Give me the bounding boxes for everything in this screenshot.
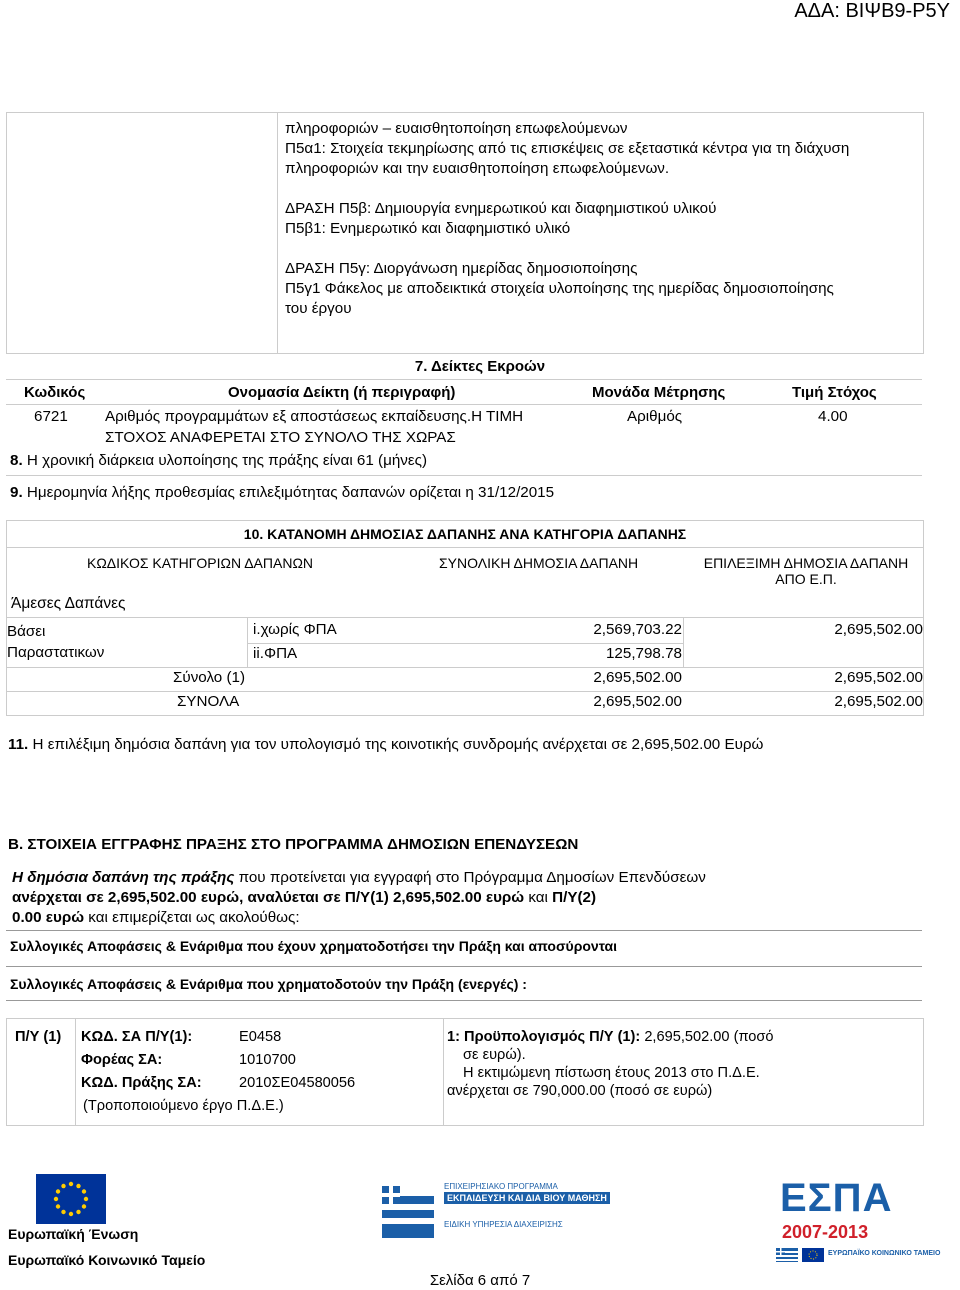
indicator-header-unit: Μονάδα Μέτρησης xyxy=(592,384,726,401)
eu-flag-logo xyxy=(36,1174,106,1224)
eu-star-icon xyxy=(82,1204,86,1208)
greek-flag-icon xyxy=(776,1248,798,1262)
programme-name-line1: ΕΠΙΧΕΙΡΗΣΙΑΚΟ ΠΡΟΓΡΑΜΜΑ xyxy=(444,1182,558,1191)
direct-costs-label: Άμεσες Δαπάνες xyxy=(11,595,126,612)
duration-statement: 8. Η χρονική διάρκεια υλοποίησης της πράξης είναι 61 (μήνες) xyxy=(10,452,428,469)
programme-name-line3: ΕΙΔΙΚΗ ΥΠΗΡΕΣΙΑ ΔΙΑΧΕΙΡΙΣΗΣ xyxy=(444,1220,563,1229)
row-vat-total: 125,798.78 xyxy=(605,645,682,662)
actions-line: πληροφοριών και την ευαισθητοποίηση επωφελούμενων. xyxy=(285,160,670,177)
section-b-heading: Β. ΣΤΟΙΧΕΙΑ ΕΓΓΡΑΦΗΣ ΠΡΑΞΗΣ ΣΤΟ ΠΡΟΓΡΑΜΜΑ ΔΗΜΟΣΙΩΝ ΕΠΕΝΔΥΣΕΩΝ xyxy=(8,836,579,853)
eu-star-icon xyxy=(69,1212,73,1216)
eu-star-icon xyxy=(69,1182,73,1186)
actions-line: του έργου xyxy=(285,300,352,317)
actions-line: Π5γ1 Φάκελος με αποδεικτικά στοιχεία υλοποίησης της ημερίδας δημοσιοποίησης xyxy=(285,280,834,297)
eu-star-icon xyxy=(76,1184,80,1188)
allocation-title: 10. ΚΑΤΑΝΟΜΗ ΔΗΜΟΣΙΑΣ ΔΑΠΑΝΗΣ ΑΝΑ ΚΑΤΗΓΟΡΙΑ ΔΑΠΑΝΗΣ xyxy=(243,526,687,542)
actions-line: πληροφοριών – ευαισθητοποίηση επωφελούμενων xyxy=(285,120,628,137)
eu-star-icon xyxy=(82,1189,86,1193)
actions-box xyxy=(6,112,924,354)
eu-star-icon xyxy=(76,1210,80,1214)
row-vat-label: ii.ΦΠΑ xyxy=(253,645,298,662)
actions-line: ΔΡΑΣΗ Π5β: Δημιουργία ενημερωτικού και διαφημιστικού υλικού xyxy=(285,200,717,217)
eligible-expense-statement: 11. Η επιλέξιμη δημόσια δαπάνη για τον υπολογισμό της κοινοτικής συνδρομής ανέρχεται σε 2,695,502.00 Ευρώ xyxy=(8,736,764,753)
modified-project-note: (Τροποποιούμενο έργο Π.Δ.Ε.) xyxy=(83,1098,284,1114)
row-without-vat-label: i.χωρίς ΦΠΑ xyxy=(253,621,337,638)
col-total: ΣΥΝΟΛΙΚΗ ΔΗΜΟΣΙΑ ΔΑΠΑΝΗ xyxy=(439,555,639,571)
basis-label: Βάσει Παραστατικων xyxy=(7,623,105,661)
programme-emblem-icon xyxy=(378,1182,438,1242)
indicator-code: 6721 xyxy=(34,408,68,425)
actions-line: Π5β1: Ενημερωτικό και διαφημιστικό υλικό xyxy=(285,220,571,237)
sa-code-label: ΚΩΔ. ΣΑ Π/Υ(1): xyxy=(81,1029,193,1045)
budget-line3: Η εκτιμώμενη πίστωση έτους 2013 στο Π.Δ.Ε. xyxy=(463,1065,760,1081)
pde-paragraph-line1: Η δημόσια δαπάνη της πράξης που προτείνεται για εγγραφή στο Πρόγραμμα Δημοσίων Επενδύσεων xyxy=(12,869,706,886)
project-code-label: ΚΩΔ. Πράξης ΣΑ: xyxy=(81,1075,202,1091)
allocation-table xyxy=(6,520,924,716)
eu-star-icon xyxy=(61,1210,65,1214)
programme-name-line2: ΕΚΠΑΙΔΕΥΣΗ ΚΑΙ ΔΙΑ ΒΙΟΥ ΜΑΘΗΣΗ xyxy=(444,1192,610,1204)
espa-logo xyxy=(776,1176,941,1266)
totals-label: ΣΥΝΟΛΑ xyxy=(177,693,240,710)
pde-paragraph-line3: 0.00 ευρώ και επιμερίζεται ως ακολούθως: xyxy=(12,909,300,926)
eu-star-icon xyxy=(84,1197,88,1201)
indicator-header-code: Κωδικός xyxy=(24,384,86,401)
subtotal-label: Σύνολο (1) xyxy=(173,669,246,686)
eu-star-icon xyxy=(61,1184,65,1188)
espa-fund-label: ΕΥΡΩΠΑΪΚΟ ΚΟΙΝΩΝΙΚΟ ΤΑΜΕΙΟ xyxy=(828,1250,941,1257)
indicator-header-name: Ονομασία Δείκτη (ή περιγραφή) xyxy=(228,384,456,401)
page-number: Σελίδα 6 από 7 xyxy=(429,1272,531,1289)
row-without-vat-total: 2,569,703.22 xyxy=(593,621,682,638)
subtotal-total: 2,695,502.00 xyxy=(593,669,682,686)
budget-box xyxy=(6,1018,924,1126)
eu-star-icon xyxy=(56,1204,60,1208)
totals-eligible: 2,695,502.00 xyxy=(834,693,923,710)
budget-line2: σε ευρώ). xyxy=(463,1047,526,1063)
col-category: ΚΩΔΙΚΟΣ ΚΑΤΗΓΟΡΙΩΝ ΔΑΠΑΝΩΝ xyxy=(87,555,314,571)
active-decisions-label: Συλλογικές Αποφάσεις & Ενάριθμα που χρηματοδοτούν την Πράξη (ενεργές) : xyxy=(10,976,527,992)
indicator-header-target: Τιμή Στόχος xyxy=(792,384,877,401)
project-code-value: 2010ΣΕ04580056 xyxy=(239,1075,356,1091)
actions-line: Π5α1: Στοιχεία τεκμηρίωσης από τις επισκέψεις σε εξεταστικά κέντρα για τη διάχυση xyxy=(285,140,850,157)
deadline-statement: 9. Ημερομηνία λήξης προθεσμίας επιλεξιμότητας δαπανών ορίζεται η 31/12/2015 xyxy=(10,484,555,501)
budget-line4: ανέρχεται σε 790,000.00 (ποσό σε ευρώ) xyxy=(447,1083,713,1099)
indicator-name: Αριθμός προγραμμάτων εξ αποστάσεως εκπαίδευσης.Η ΤΙΜΗ ΣΤΟΧΟΣ ΑΝΑΦΕΡΕΤΑΙ ΣΤΟ ΣΥΝΟΛΟ ΤΗΣ ΧΩΡΑΣ xyxy=(105,408,524,446)
withdrawn-decisions-label: Συλλογικές Αποφάσεις & Ενάριθμα που έχουν χρηματοδοτήσει την Πράξη και αποσύρονται xyxy=(10,938,618,954)
operational-programme-logo xyxy=(378,1176,607,1256)
py-label: Π/Υ (1) xyxy=(15,1029,62,1045)
sa-body-value: 1010700 xyxy=(239,1052,296,1068)
espa-wordmark: ΕΣΠΑ xyxy=(780,1176,893,1220)
esf-label: Ευρωπαϊκό Κοινωνικό Ταμείο xyxy=(8,1252,206,1268)
indicators-title: 7. Δείκτες Εκροών xyxy=(414,358,546,375)
actions-text xyxy=(285,119,915,319)
eu-star-icon xyxy=(54,1197,58,1201)
sa-body-label: Φορέας ΣΑ: xyxy=(81,1052,163,1068)
totals-total: 2,695,502.00 xyxy=(593,693,682,710)
indicator-target: 4.00 xyxy=(818,408,848,425)
espa-years: 2007-2013 xyxy=(782,1222,869,1242)
actions-line: ΔΡΑΣΗ Π5γ: Διοργάνωση ημερίδας δημοσιοποίησης xyxy=(285,260,638,277)
ada-code: ΑΔΑ: ΒΙΨΒ9-Ρ5Υ xyxy=(794,0,950,22)
row-without-vat-eligible: 2,695,502.00 xyxy=(834,621,923,638)
eu-star-icon xyxy=(56,1189,60,1193)
budget-line1: 1: Προϋπολογισμός Π/Υ (1): 2,695,502.00 (ποσό xyxy=(447,1029,774,1045)
col-eligible: ΕΠΙΛΕΞΙΜΗ ΔΗΜΟΣΙΑ ΔΑΠΑΝΗ ΑΠΟ Ε.Π. xyxy=(703,555,909,587)
eu-small-flag-icon xyxy=(802,1248,824,1262)
indicator-unit: Αριθμός xyxy=(627,408,683,425)
sa-code-value: Ε0458 xyxy=(239,1029,282,1045)
pde-paragraph-line2: ανέρχεται σε 2,695,502.00 ευρώ, αναλύεται σε Π/Υ(1) 2,695,502.00 ευρώ και Π/Υ(2) xyxy=(12,889,597,906)
eu-label: Ευρωπαϊκή Ένωση xyxy=(8,1226,139,1242)
subtotal-eligible: 2,695,502.00 xyxy=(834,669,923,686)
